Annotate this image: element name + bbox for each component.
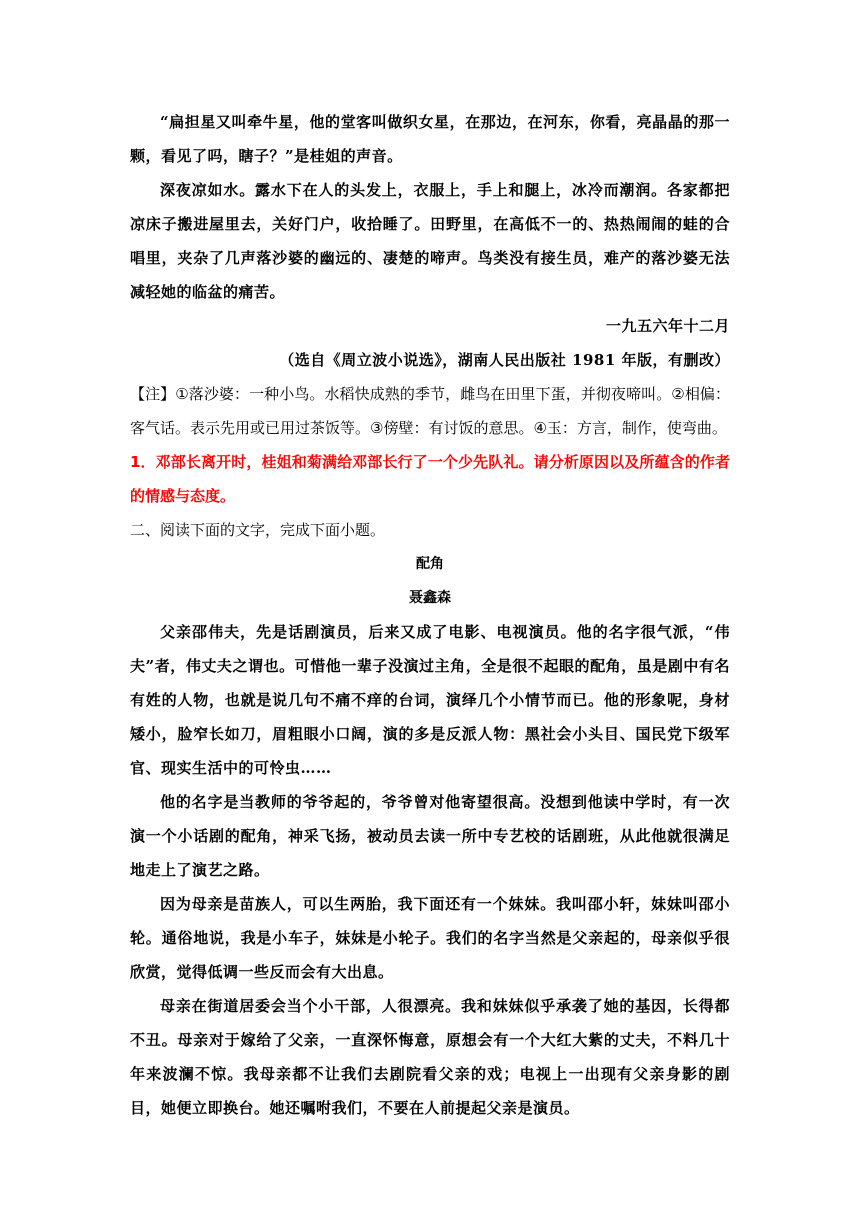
passage-date: 一九五六年十二月 — [605, 317, 730, 335]
passage-paragraph-2: 深夜凉如水。露水下在人的头发上，衣服上，手上和腿上，冰冷而潮润。各家都把凉床子搬进屋里去，关好门户，收拾睡了。田野里，在高低不一的、热热闹闹的蛙的合唱里，夹杂了几声落沙婆的幽远的、凄楚的啼声。鸟类没有接生员，难产的落沙婆无法减轻她的临盆的痛苦。 — [130, 181, 730, 301]
passage-paragraph-1: “扁担星又叫牵牛星，他的堂客叫做织女星，在那边，在河东，你看，亮晶晶的那一颗，看见了吗，瞎子？”是桂姐的声音。 — [130, 113, 730, 165]
story-title: 配角 — [416, 556, 444, 572]
document-content — [130, 105, 730, 1125]
story-paragraph-2: 他的名字是当教师的爷爷起的，爷爷曾对他寄望很高。没想到他读中学时，有一次演一个小话剧的配角，神采飞扬，被动员去读一所中专艺校的话剧班，从此他就很满足地走上了演艺之路。 — [130, 793, 730, 879]
passage-note: 【注】①落沙婆：一种小鸟。水稻快成熟的季节，雌鸟在田里下蛋，并彻夜啼叫。②相偏：客气话。表示先用或已用过茶饭等。③傍壁：有讨饭的意思。④玉：方言，制作，使弯曲。 — [130, 385, 730, 437]
question-1: 1．邓部长离开时，桂姐和菊满给邓部长行了一个少先队礼。请分析原因以及所蕴含的作者的情感与态度。 — [130, 453, 730, 505]
passage-source: （选自《周立波小说选》，湖南人民出版社 1981 年版，有删改） — [279, 351, 730, 369]
story-paragraph-4: 母亲在街道居委会当个小干部，人很漂亮。我和妹妹似乎承袭了她的基因，长得都不丑。母亲对于嫁给了父亲，一直深怀悔意，原想会有一个大红大紫的丈夫，不料几十年来波澜不惊。我母亲都不让我们去剧院看父亲的戏；电视上一出现有父亲身影的剧目，她便立即换台。她还嘱咐我们，不要在人前提起父亲是演员。 — [130, 997, 730, 1117]
story-author: 聂鑫森 — [409, 590, 451, 606]
section-heading: 二、阅读下面的文字，完成下面小题。 — [130, 521, 386, 539]
story-paragraph-1: 父亲邵伟夫，先是话剧演员，后来又成了电影、电视演员。他的名字很气派，“伟夫”者，伟丈夫之谓也。可惜他一辈子没演过主角，全是很不起眼的配角，虽是剧中有名有姓的人物，也就是说几句不痛不痒的台词，演绎几个小情节而已。他的形象呢，身材矮小，脸窄长如刀，眉粗眼小口阔，演的多是反派人物：黑社会小头目、国民党下级军官、现实生活中的可怜虫…… — [130, 623, 730, 777]
story-paragraph-3: 因为母亲是苗族人，可以生两胎，我下面还有一个妹妹。我叫邵小轩，妹妹叫邵小轮。通俗地说，我是小车子，妹妹是小轮子。我们的名字当然是父亲起的，母亲似乎很欣赏，觉得低调一些反而会有大出息。 — [130, 895, 730, 981]
